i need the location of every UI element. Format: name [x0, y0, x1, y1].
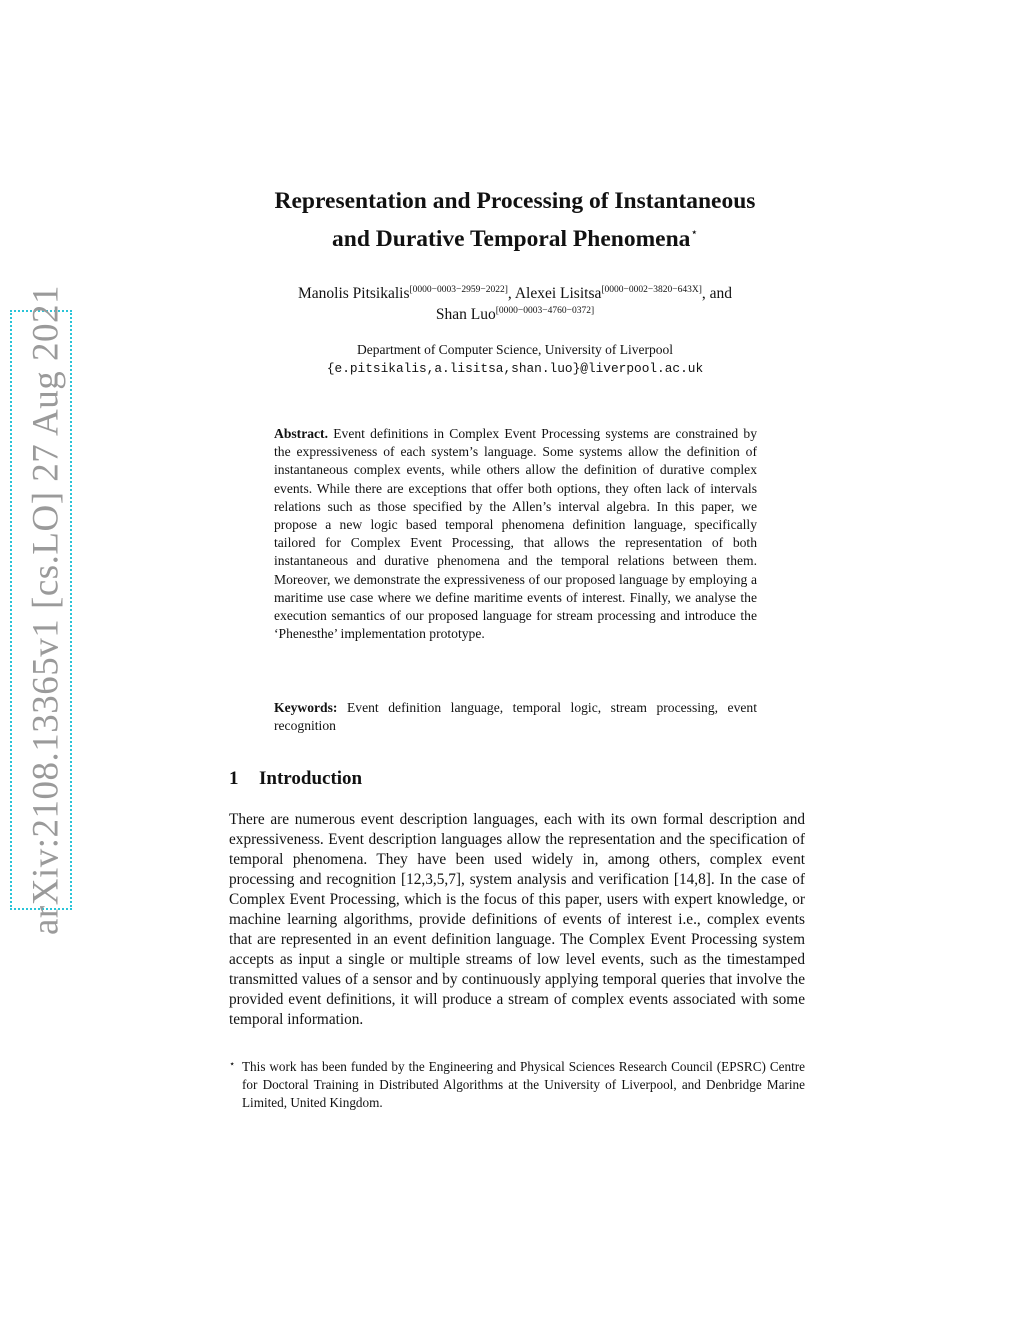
footnote — [229, 1058, 805, 1113]
affiliation-department: Department of Computer Science, University of Liverpool — [356, 342, 674, 357]
footnote-mark: ⋆ — [229, 1059, 236, 1070]
author-list — [200, 283, 830, 325]
intro-paragraph: There are numerous event description languages, each with its own formal description and expressiveness. Event description languages allow the representation and the specification of temporal phenomena. They have been used widely in, among others, complex event processing and recognition [12,3,5,7], system analysis and verification [14,8]. In the case of Complex Event Processing, which is the focus of this paper, users with expert knowledge, or machine learning algorithms, provide definitions of events of interest i.e., complex events that are represented in an event definition language. The Complex Event Processing system accepts as input a single or multiple streams of low level events, such as the timestamped transmitted values of a sensor and by continuously applying temporal queries that involve the provided event definitions, it will produce a stream of complex events associated with some temporal information. — [229, 811, 805, 1028]
abstract-label: Abstract. — [274, 426, 328, 441]
author-name: Alexei Lisitsa — [514, 285, 602, 302]
section-title: Introduction — [259, 768, 363, 789]
section-heading — [229, 768, 362, 790]
abstract — [274, 425, 757, 643]
author-separator: , — [507, 285, 515, 302]
abstract-text: Event definitions in Complex Event Processing systems are constrained by the expressiveness of each system’s language. Some systems allow the definition of instantaneous complex events, while others allow the definition of durative complex events. While there are exceptions that offer both options, they often lack of intervals relations such as those specified by the Allen’s interval algebra. In this paper, we propose a new logic based temporal phenomena definition language, specifically tailored for Complex Event Processing, that allows the representation of both instantaneous and durative phenomena and the temporal relations between them. Moreover, we demonstrate the expressiveness of our proposed language by employing a maritime use case where we define maritime events of interest. Finally, we analyse the execution semantics of our proposed language for stream processing and introduce the ‘Phenesthe’ implementation prototype. — [274, 426, 757, 642]
title-footnote-mark: ⋆ — [690, 225, 698, 239]
author-orcid[interactable]: [0000−0002−3820−643X] — [601, 285, 702, 295]
footnote-text: This work has been funded by the Engineering and Physical Sciences Research Council (EPSRC) Centre for Doctoral Training in Distributed Algorithms at the University of Liverpool, and Denbridge Marine Limited, United Kingdom. — [242, 1059, 805, 1111]
title-line-1: Representation and Processing of Instantaneous — [274, 188, 756, 214]
author-orcid[interactable]: [0000−0003−4760−0372] — [495, 306, 595, 316]
keywords — [274, 699, 757, 735]
author-name: Manolis Pitsikalis — [297, 285, 410, 302]
affiliation-email[interactable]: {e.pitsikalis,a.lisitsa,shan.luo}@liverpool.ac.uk — [326, 361, 704, 376]
title-line-2: and Durative Temporal Phenomena — [332, 226, 691, 252]
affiliation-block — [200, 340, 830, 378]
author-orcid[interactable]: [0000−0003−2959−2022] — [409, 285, 508, 295]
section-number: 1 — [229, 768, 239, 789]
keywords-label: Keywords: — [274, 700, 338, 715]
author-separator: , and — [701, 285, 733, 302]
keywords-text: Event definition language, temporal logic, stream processing, event recognition — [274, 700, 757, 734]
arxiv-identifier[interactable]: arXiv:2108.13365v1 [cs.LO] 27 Aug 2021 — [25, 285, 67, 935]
author-name: Shan Luo — [435, 306, 496, 323]
paper-title — [200, 186, 830, 255]
